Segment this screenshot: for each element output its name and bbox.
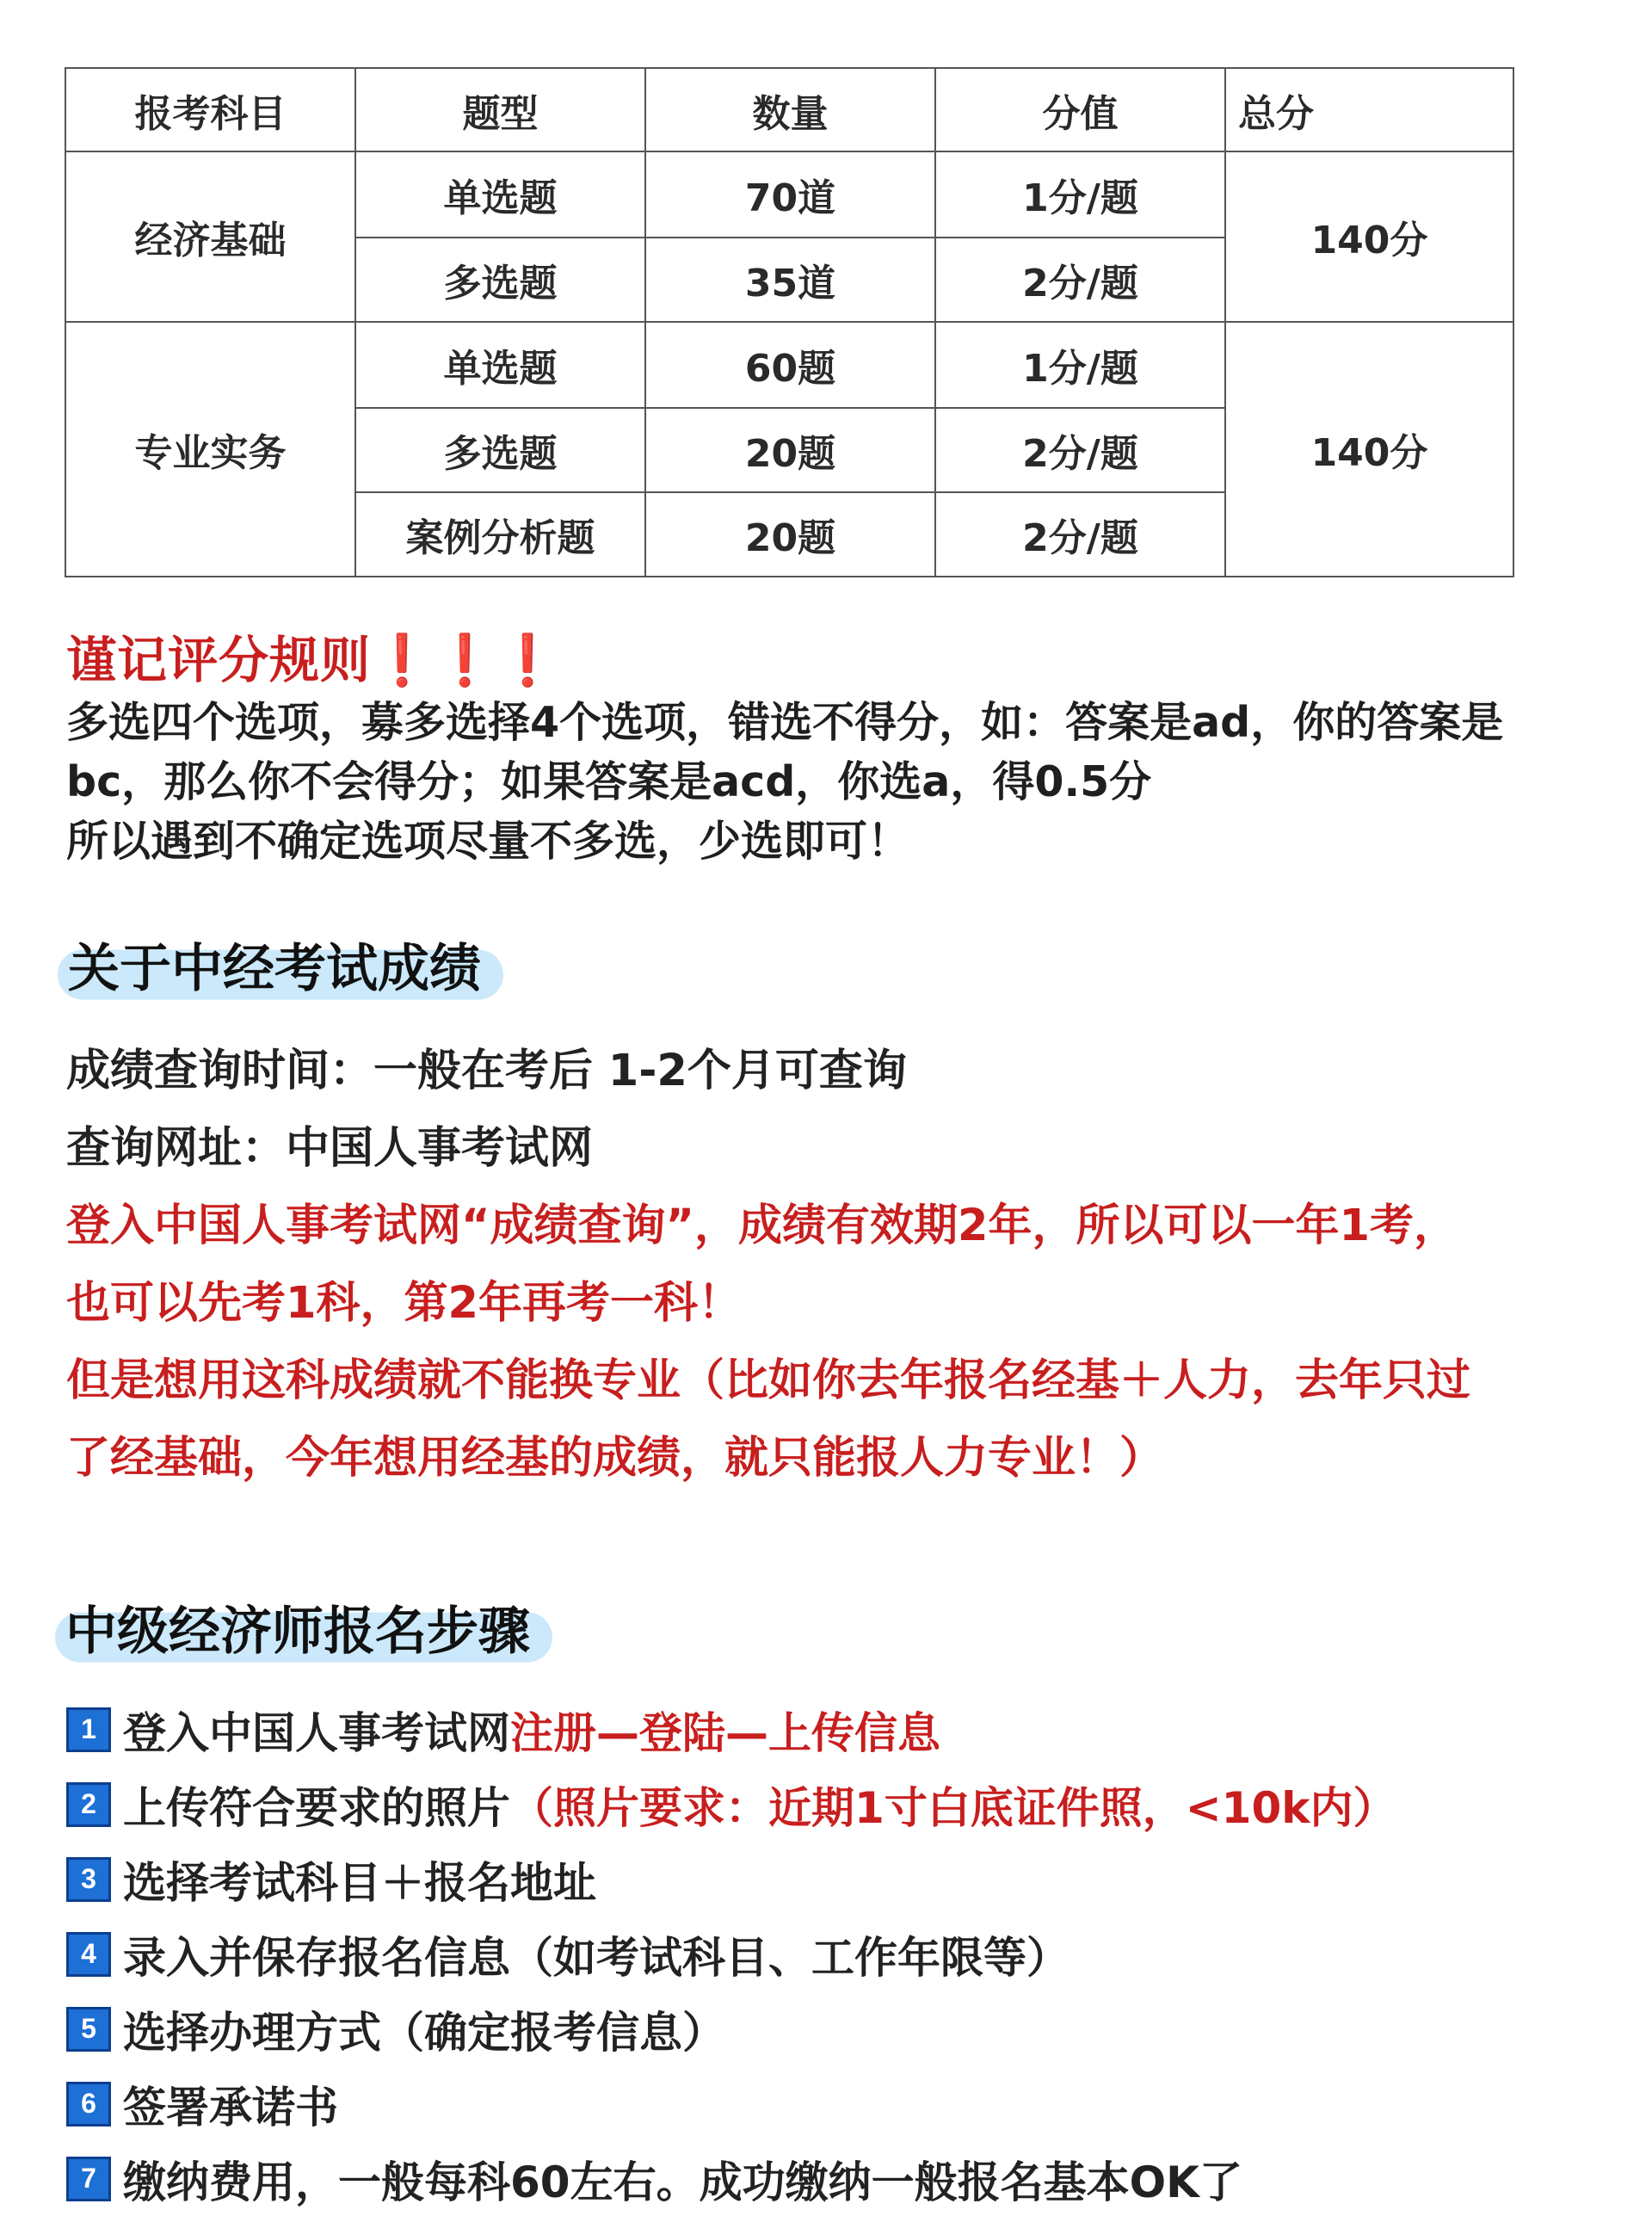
score-section-heading xyxy=(65,919,503,1010)
header-type: 题型 xyxy=(355,68,645,151)
table-header-row xyxy=(65,68,1513,151)
list-item xyxy=(66,1767,1396,1842)
step-text: 录入并保存报名信息（如考试科目、工作年限等） xyxy=(123,1932,1069,1983)
step-number-badge: 2 xyxy=(66,1782,111,1827)
rules-line: 多选四个选项，募多选择4个选项，错选不得分，如：答案是ad，你的答案是 xyxy=(66,698,1504,747)
score-cell: 2分/题 xyxy=(935,238,1225,322)
step-text: 缴纳费用，一般每科60左右。成功缴纳一般报名基本OK了 xyxy=(123,2157,1242,2207)
step-text: 选择考试科目＋报名地址 xyxy=(123,1857,596,1908)
list-item xyxy=(66,1917,1396,1991)
steps-section-heading-text: 中级经济师报名步骤 xyxy=(65,1602,530,1662)
step-text: 上传符合要求的照片 xyxy=(123,1782,510,1833)
score-cell: 2分/题 xyxy=(935,492,1225,577)
type-cell: 多选题 xyxy=(355,408,645,492)
header-count: 数量 xyxy=(645,68,935,151)
type-cell: 单选题 xyxy=(355,322,645,408)
rules-line: 所以遇到不确定选项尽量不多选，少选即可！ xyxy=(66,817,910,866)
list-item xyxy=(66,1991,1396,2066)
count-cell: 35道 xyxy=(645,238,935,322)
query-site-line: 查询网址：中国人事考试网 xyxy=(66,1123,594,1174)
step-number-badge: 3 xyxy=(66,1857,111,1902)
step-number-badge: 1 xyxy=(66,1707,111,1752)
list-item xyxy=(66,1842,1396,1917)
step-number-badge: 4 xyxy=(66,1932,111,1977)
score-cell: 1分/题 xyxy=(935,322,1225,408)
rules-title: 谨记评分规则❗️❗️❗️ xyxy=(66,631,560,689)
list-item xyxy=(66,1692,1396,1767)
step-number-badge: 6 xyxy=(66,2082,111,2126)
rules-line: bc，那么你不会得分；如果答案是acd，你选a，得0.5分 xyxy=(66,757,1152,806)
subject-cell: 经济基础 xyxy=(65,151,355,322)
table-row xyxy=(65,322,1513,408)
header-subject: 报考科目 xyxy=(65,68,355,151)
score-cell: 1分/题 xyxy=(935,151,1225,238)
total-cell: 140分 xyxy=(1225,151,1513,322)
score-note-line: 登入中国人事考试网“成绩查询”，成绩有效期2年，所以可以一年1考， xyxy=(66,1201,1458,1251)
count-cell: 20题 xyxy=(645,492,935,577)
table-row xyxy=(65,151,1513,238)
rules-text xyxy=(66,693,1589,871)
header-score: 分值 xyxy=(935,68,1225,151)
exam-score-table xyxy=(65,67,1514,577)
score-note-line: 但是想用这科成绩就不能换专业（比如你去年报名经基＋人力，去年只过 xyxy=(66,1355,1471,1406)
steps-section-heading xyxy=(62,1582,552,1673)
step-text: 登入中国人事考试网 xyxy=(123,1707,510,1758)
type-cell: 案例分析题 xyxy=(355,492,645,577)
count-cell: 70道 xyxy=(645,151,935,238)
score-section-body xyxy=(66,1033,1598,1497)
count-cell: 60题 xyxy=(645,322,935,408)
step-note: 注册—登陆—上传信息 xyxy=(510,1707,940,1758)
steps-list xyxy=(66,1692,1396,2216)
list-item xyxy=(66,2066,1396,2141)
list-item xyxy=(66,2141,1396,2216)
score-note-line: 了经基础，今年想用经基的成绩，就只能报人力专业！） xyxy=(66,1433,1164,1484)
subject-cell: 专业实务 xyxy=(65,322,355,577)
total-cell: 140分 xyxy=(1225,322,1513,577)
score-cell: 2分/题 xyxy=(935,408,1225,492)
query-time-line: 成绩查询时间：一般在考后 1-2个月可查询 xyxy=(66,1046,907,1096)
step-text: 签署承诺书 xyxy=(123,2082,338,2133)
step-number-badge: 5 xyxy=(66,2007,111,2052)
step-note: （照片要求：近期1寸白底证件照，<10k内） xyxy=(510,1782,1396,1833)
score-note-line: 也可以先考1科，第2年再考一科！ xyxy=(66,1278,742,1329)
type-cell: 单选题 xyxy=(355,151,645,238)
count-cell: 20题 xyxy=(645,408,935,492)
step-number-badge: 7 xyxy=(66,2157,111,2201)
type-cell: 多选题 xyxy=(355,238,645,322)
step-text: 选择办理方式（确定报考信息） xyxy=(123,2007,725,2058)
header-total: 总分 xyxy=(1225,68,1513,151)
score-section-heading-text: 关于中经考试成绩 xyxy=(68,939,481,999)
